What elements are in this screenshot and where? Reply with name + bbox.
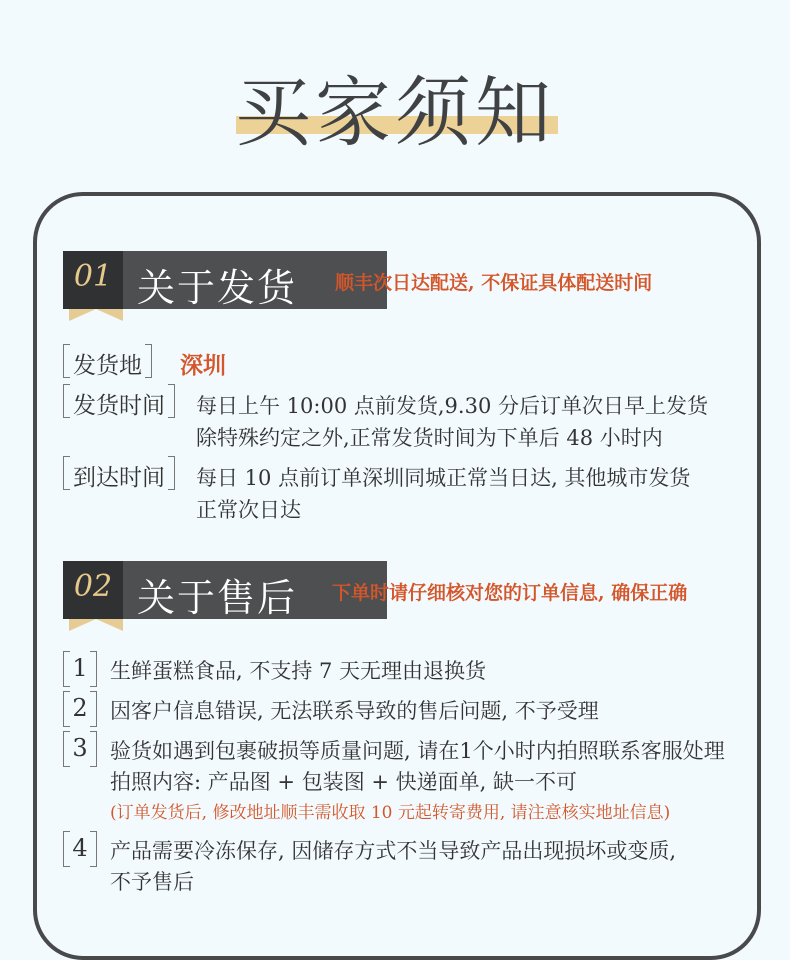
ribbon-icon — [69, 309, 123, 321]
aftersales-item-text: 验货如遇到包裹破损等质量问题, 请在1个小时内拍照联系客服处理 — [110, 739, 725, 763]
aftersales-item-note: (订单发货后, 修改地址顺丰需收取 10 元起转寄费用, 请注意核实地址信息) — [110, 803, 671, 823]
section-note: 顺丰次日达配送, 不保证具体配送时间 — [335, 272, 653, 294]
arrival-time-line-2: 正常次日达 — [196, 498, 301, 522]
ship-origin-value: 深圳 — [180, 352, 226, 379]
aftersales-item-text: 不予售后 — [110, 870, 194, 894]
arrival-time-line-1: 每日 10 点前订单深圳同城正常当日达, 其他城市发货 — [196, 466, 691, 490]
aftersales-item-text: 因客户信息错误, 无法联系导致的售后问题, 不予受理 — [110, 699, 599, 723]
page-title: 买家须知 — [235, 68, 555, 157]
aftersales-item-number: 2 — [63, 694, 97, 722]
aftersales-item-number: 1 — [63, 654, 97, 682]
section-number-box — [63, 561, 123, 619]
section-title: 关于售后 — [137, 576, 298, 620]
section-title: 关于发货 — [137, 266, 298, 310]
aftersales-item-text: 生鲜蛋糕食品, 不支持 7 天无理由退换货 — [110, 659, 487, 683]
ship-time-label: 发货时间 — [63, 387, 175, 420]
ribbon-icon — [69, 619, 123, 631]
aftersales-item-number: 4 — [63, 834, 97, 862]
aftersales-item-number: 3 — [63, 734, 97, 762]
aftersales-item-text: 产品需要冷冻保存, 因储存方式不当导致产品出现损坏或变质, — [110, 839, 677, 863]
arrival-time-label: 到达时间 — [63, 459, 175, 492]
section-number-box — [63, 251, 123, 309]
section-number: 01 — [73, 259, 113, 294]
section-note: 下单时请仔细核对您的订单信息, 确保正确 — [332, 582, 688, 604]
aftersales-item-text: 拍照内容: 产品图 + 包装图 + 快递面单, 缺一不可 — [110, 770, 577, 794]
ship-time-line-2: 除特殊约定之外,正常发货时间为下单后 48 小时内 — [196, 426, 663, 450]
section-number: 02 — [73, 569, 113, 604]
ship-origin-label: 发货地 — [63, 347, 152, 380]
ship-time-line-1: 每日上午 10:00 点前发货,9.30 分后订单次日早上发货 — [196, 394, 708, 418]
